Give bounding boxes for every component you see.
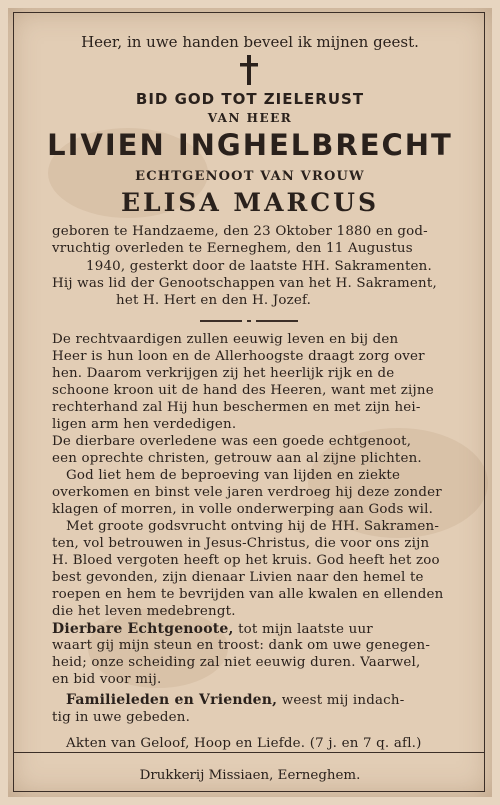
- bio-line: Hij was lid der Genootschappen van het H. Sakrament,: [52, 276, 437, 291]
- paragraph-line: klagen of morren, in volle onderwerping aan Gods wil.: [52, 502, 434, 517]
- paragraph-line: roepen en hem te bevrijden van alle kwalen en ellenden: [52, 587, 444, 602]
- spouse-address-line: [52, 621, 464, 637]
- prayer-line: Akten van Geloof, Hoop en Liefde. (7 j. en 7 q. afl.): [66, 736, 422, 751]
- divider-right: [256, 320, 298, 322]
- family-address-line: tig in uwe gebeden.: [52, 710, 191, 725]
- paragraph-line: rechterhand zal Hij hun beschermen en met zijn hei-: [52, 400, 421, 415]
- divider-left: [200, 320, 242, 322]
- family-address-rest: weest mij indach-: [277, 693, 405, 708]
- paragraph-line: H. Bloed vergoten heeft op het kruis. God heeft het zoo: [52, 553, 440, 568]
- paragraph-line: De rechtvaardigen zullen eeuwig leven en bij den: [52, 332, 399, 347]
- spouse-line: ECHTGENOOT VAN VROUW: [135, 169, 365, 184]
- family-address-line: [66, 692, 478, 708]
- bio-line: geboren te Handzaeme, den 23 Oktober 1880 en god-: [52, 224, 428, 239]
- spouse-address-line: heid; onze scheiding zal niet eeuwig duren. Vaarwel,: [52, 655, 421, 670]
- divider-dot: [247, 320, 251, 322]
- paragraph-line: die het leven medebrengt.: [52, 604, 236, 619]
- bio-line: het H. Hert en den H. Jozef.: [116, 293, 312, 308]
- paragraph-line: hen. Daarom verkrijgen zij het heerlijk rijk en de: [52, 366, 395, 381]
- spouse-address-lead: Dierbare Echtgenoote,: [52, 621, 234, 637]
- cross-icon: [238, 55, 260, 85]
- header-line: Heer, in uwe handen beveel ik mijnen geest.: [81, 33, 419, 51]
- paragraph-line: Heer is hun loon en de Allerhoogste draagt zorg over: [52, 349, 425, 364]
- van-heer: VAN HEER: [207, 111, 293, 125]
- spouse-name: ELISA MARCUS: [120, 188, 380, 217]
- spouse-address-line: en bid voor mij.: [52, 672, 162, 687]
- paragraph-line: best gevonden, zijn dienaar Livien naar den hemel te: [52, 570, 424, 585]
- bio-line: 1940, gesterkt door de laatste HH. Sakramenten.: [86, 259, 432, 274]
- paragraph-line: ligen arm hen verdedigen.: [52, 417, 237, 432]
- paragraph-line: overkomen en binst vele jaren verdroeg hij deze zonder: [52, 485, 442, 500]
- family-address-lead: Familieleden en Vrienden,: [66, 692, 278, 708]
- paragraph-line: Met groote godsvrucht ontving hij de HH. Sakramen-: [66, 519, 440, 534]
- spouse-address-line: waart gij mijn steun en troost: dank om uwe genegen-: [52, 638, 431, 653]
- spouse-address-rest: tot mijn laatste uur: [233, 622, 373, 637]
- bid-line: BID GOD TOT ZIELERUST: [135, 90, 365, 108]
- paragraph-line: De dierbare overledene was een goede echtgenoot,: [52, 434, 412, 449]
- paragraph-line: God liet hem de beproeving van lijden en ziekte: [66, 468, 401, 483]
- bio-line: vruchtig overleden te Eerneghem, den 11 Augustus: [52, 241, 413, 256]
- deceased-name: LIVIEN INGHELBRECHT: [47, 128, 453, 162]
- printer-line: Drukkerij Missiaen, Eerneghem.: [139, 768, 361, 783]
- footer-divider: [13, 752, 485, 753]
- paragraph-line: schoone kroon uit de hand des Heeren, want met zijne: [52, 383, 434, 398]
- paragraph-line: ten, vol betrouwen in Jesus-Christus, die voor ons zijn: [52, 536, 430, 551]
- paragraph-line: een oprechte christen, getrouw aan al zijne plichten.: [52, 451, 422, 466]
